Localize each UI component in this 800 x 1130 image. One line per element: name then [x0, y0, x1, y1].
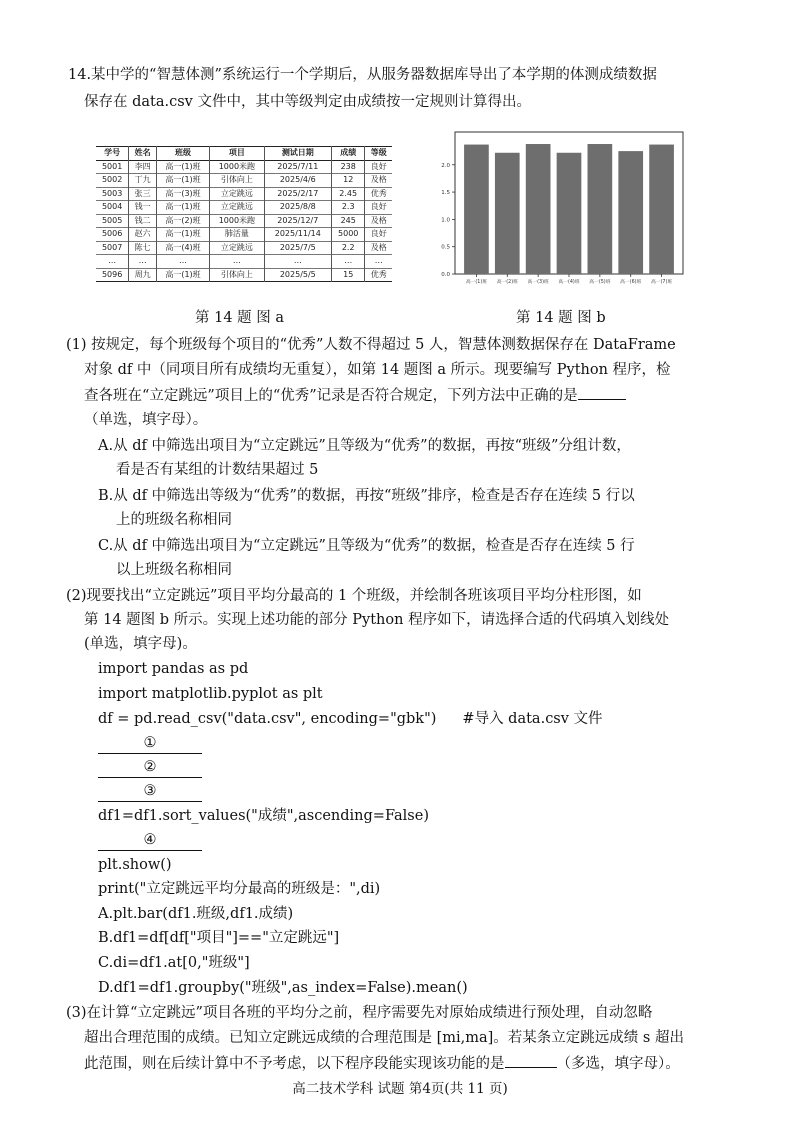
- part1-option-b: B.从 df 中筛选出等级为“优秀”的数据，再按“班级”排序，检查是否存在连续 5 行以: [98, 488, 635, 504]
- bar: [495, 153, 520, 274]
- table-cell: 李四: [129, 160, 157, 174]
- table-cell: …: [210, 255, 265, 269]
- part1-option-c-cont: 以上班级名称相同: [116, 562, 232, 578]
- table-cell: 2025/12/7: [264, 214, 331, 228]
- table-cell: …: [156, 255, 209, 269]
- code-blank-1[interactable]: [98, 731, 202, 755]
- bar: [464, 145, 489, 274]
- table-cell: 良好: [365, 160, 392, 174]
- table-cell: 2.3: [332, 201, 365, 215]
- table-cell: …: [332, 255, 365, 269]
- table-cell: …: [129, 255, 157, 269]
- table-header-cell: 学号: [104, 148, 121, 158]
- bar: [649, 145, 674, 274]
- answer-blank[interactable]: [578, 383, 626, 400]
- table-header-cell: 成绩: [332, 147, 365, 161]
- table-cell: 优秀: [365, 187, 392, 201]
- code-blank-3[interactable]: [98, 779, 202, 803]
- code-read-csv-text: df = pd.read_csv("data.csv", encoding="gbk"): [98, 711, 437, 727]
- blank-number-3: ③: [98, 781, 202, 802]
- part1-line-1: (1) 按规定，每个班级每个项目的“优秀”人数不得超过 5 人，智慧体测数据保存在 DataFrame: [66, 337, 676, 353]
- figure-b-bar-chart: [433, 128, 687, 288]
- y-tick-label: 0.0: [441, 272, 450, 278]
- table-row: [96, 201, 392, 215]
- table-cell: 5002: [101, 175, 123, 185]
- code-line-read-csv: [98, 707, 603, 731]
- blank-number-1: ①: [98, 733, 202, 754]
- table-cell: 引体向上: [210, 174, 265, 188]
- table-cell: 高一(1)班: [156, 174, 209, 188]
- table-cell: 钱二: [129, 214, 157, 228]
- part3-line-3-text: 此范围，则在后续计算中不予考虑，以下程序段能实现该功能的是: [84, 1056, 505, 1072]
- table-cell: 立定跳远: [210, 201, 265, 215]
- part3-line-1: (3)在计算“立定跳远”项目各班的平均分之前，程序需要先对原始成绩进行预处理，自动忽略: [66, 1005, 653, 1021]
- q14-line-1: 14.某中学的“智慧体测”系统运行一个学期后，从服务器数据库导出了本学期的体测成绩数据: [68, 67, 657, 83]
- table-cell: 2025/11/14: [264, 228, 331, 242]
- table-header-row: [96, 147, 392, 161]
- code-line-import-matplotlib: import matplotlib.pyplot as plt: [98, 686, 323, 702]
- part1-line-3-text: 查各班在“立定跳远”项目上的“优秀”记录是否符合规定，下列方法中正确的是: [84, 388, 578, 404]
- blank-number-2: ②: [98, 757, 202, 778]
- part3-line-2: 超出合理范围的成绩。已知立定跳远成绩的合理范围是 [mi,ma]。若某条立定跳远成绩 s 超出: [84, 1030, 684, 1046]
- part2-option-a: A.plt.bar(df1.班级,df1.成绩): [98, 906, 294, 922]
- part2-option-c: C.di=df1.at[0,"班级"]: [98, 955, 250, 971]
- x-tick-label: 高一(1)班: [465, 280, 488, 285]
- table-cell: 陈七: [129, 241, 157, 255]
- table-cell: 2.45: [332, 187, 365, 201]
- table-cell: 及格: [365, 214, 392, 228]
- table-cell: 245: [332, 214, 365, 228]
- table-header-cell: 姓名: [129, 147, 157, 161]
- part3-line-3: [84, 1051, 680, 1076]
- code-line-show: plt.show(): [98, 857, 172, 873]
- table-header-cell: 项目: [210, 147, 265, 161]
- bar: [526, 144, 551, 274]
- part1-option-a-cont: 看是否有某组的计数结果超过 5: [116, 462, 319, 478]
- table-cell: 2025/8/8: [264, 201, 331, 215]
- code-line-print: print("立定跳远平均分最高的班级是：",di): [98, 881, 381, 897]
- page-footer: 高二技术学科 试题 第4页(共 11 页): [292, 1081, 508, 1097]
- table-cell: 5000: [332, 228, 365, 242]
- part2-line-3: (单选，填字母)。: [84, 636, 197, 652]
- table-header-cell: 班级: [156, 147, 209, 161]
- table-cell: 良好: [365, 201, 392, 215]
- table-cell: 高一(4)班: [156, 241, 209, 255]
- table-cell: 高一(3)班: [156, 187, 209, 201]
- table-cell: 肺活量: [210, 228, 265, 242]
- table-cell: 2025/4/6: [264, 174, 331, 188]
- table-cell: 5003: [101, 188, 123, 198]
- part1-line-4: （单选，填字母）。: [84, 412, 208, 428]
- table-cell: 2025/2/17: [264, 187, 331, 201]
- y-tick-label: 2.0: [441, 162, 450, 169]
- x-tick-label: 高一(7)班: [650, 280, 673, 285]
- table-row: [96, 187, 392, 201]
- table-cell: 238: [332, 160, 365, 174]
- code-blank-4[interactable]: [98, 828, 202, 852]
- part1-line-2: 对象 df 中（同项目所有成绩均无重复），如第 14 题图 a 所示。现要编写 Python 程序，检: [84, 362, 671, 378]
- table-cell: 高一(2)班: [156, 214, 209, 228]
- answer-blank[interactable]: [505, 1051, 557, 1068]
- table-row: [96, 268, 392, 282]
- table-cell: 周九: [129, 268, 157, 282]
- table-cell: 钱一: [129, 201, 157, 215]
- table-row: [96, 160, 392, 174]
- blank-number-4: ④: [98, 830, 202, 851]
- bar: [588, 144, 613, 274]
- table-header-cell: 测试日期: [264, 147, 331, 161]
- table-row: [96, 255, 392, 269]
- table-row: [96, 214, 392, 228]
- table-cell: 高一(1)班: [156, 201, 209, 215]
- table-cell: 及格: [365, 241, 392, 255]
- bar: [618, 151, 643, 274]
- table-cell: 立定跳远: [210, 241, 265, 255]
- x-tick-label: 高一(6)班: [620, 280, 642, 285]
- table-cell: 5006: [101, 229, 123, 239]
- bar: [557, 153, 582, 274]
- part1-line-3: [84, 383, 626, 408]
- table-cell: 1000米跑: [210, 214, 265, 228]
- table-cell: 2.2: [332, 241, 365, 255]
- table-cell: 1000米跑: [210, 160, 265, 174]
- table-cell: 高一(1)班: [156, 160, 209, 174]
- table-cell: 丁九: [129, 174, 157, 188]
- table-cell: 5007: [101, 242, 123, 252]
- table-cell: 5004: [101, 202, 123, 212]
- x-tick-label: 高一(4)班: [558, 280, 580, 285]
- part2-option-b: B.df1=df[df["项目"]=="立定跳远"]: [98, 930, 340, 946]
- y-tick-label: 1.0: [441, 217, 450, 224]
- q14-line-2: 保存在 data.csv 文件中，其中等级判定由成绩按一定规则计算得出。: [84, 94, 531, 110]
- table-cell: 赵六: [129, 228, 157, 242]
- code-comment: #导入 data.csv 文件: [462, 711, 603, 727]
- table-cell: 5096: [101, 269, 123, 279]
- y-tick-label: 0.5: [441, 244, 450, 251]
- table-cell: 2025/5/5: [264, 268, 331, 282]
- table-cell: 15: [332, 268, 365, 282]
- table-cell: 高一(1)班: [156, 228, 209, 242]
- code-line-import-pandas: import pandas as pd: [98, 661, 249, 677]
- part2-line-2: 第 14 题图 b 所示。实现上述功能的部分 Python 程序如下，请选择合适的代码填入划线处: [84, 612, 670, 628]
- table-header-cell: 等级: [365, 147, 392, 161]
- table-cell: 2025/7/5: [264, 241, 331, 255]
- table-row: [96, 174, 392, 188]
- y-tick-label: 1.5: [441, 190, 450, 197]
- part1-option-a: A.从 df 中筛选出项目为“立定跳远”且等级为“优秀”的数据，再按“班级”分组计数，: [98, 438, 631, 454]
- table-cell: 及格: [365, 174, 392, 188]
- table-row: [96, 241, 392, 255]
- code-line-sort: df1=df1.sort_values("成绩",ascending=False): [98, 808, 429, 824]
- x-tick-label: 高一(5)班: [589, 280, 611, 285]
- table-cell: 引体向上: [210, 268, 265, 282]
- table-cell: 12: [332, 174, 365, 188]
- table-cell: 优秀: [365, 268, 392, 282]
- part3-line-3-tail: （多选，填字母）。: [556, 1056, 680, 1072]
- part2-line-1: (2)现要找出“立定跳远”项目平均分最高的 1 个班级，并绘制各班该项目平均分柱形图，如: [66, 588, 642, 604]
- table-cell: …: [264, 255, 331, 269]
- table-cell: …: [108, 256, 117, 266]
- x-tick-label: 高一(3)班: [527, 280, 549, 285]
- table-cell: 良好: [365, 228, 392, 242]
- table-row: [96, 228, 392, 242]
- table-cell: 5001: [101, 161, 123, 171]
- table-cell: 立定跳远: [210, 187, 265, 201]
- x-tick-label: 高一(2)班: [496, 280, 518, 285]
- table-cell: 5005: [101, 215, 123, 225]
- figure-a-caption: 第 14 题 图 a: [195, 310, 285, 326]
- part1-option-c: C.从 df 中筛选出项目为“立定跳远”且等级为“优秀”的数据，检查是否存在连续 5 行: [98, 538, 635, 554]
- figure-b-caption: 第 14 题 图 b: [516, 310, 606, 326]
- code-blank-2[interactable]: [98, 755, 202, 779]
- figure-a-table: [96, 146, 392, 279]
- table-cell: 2025/7/11: [264, 160, 331, 174]
- table-cell: 张三: [129, 187, 157, 201]
- table-cell: …: [365, 255, 392, 269]
- part2-option-d: D.df1=df1.groupby("班级",as_index=False).mean(): [98, 980, 468, 996]
- part1-option-b-cont: 上的班级名称相同: [116, 512, 232, 528]
- table-cell: 高一(1)班: [156, 268, 209, 282]
